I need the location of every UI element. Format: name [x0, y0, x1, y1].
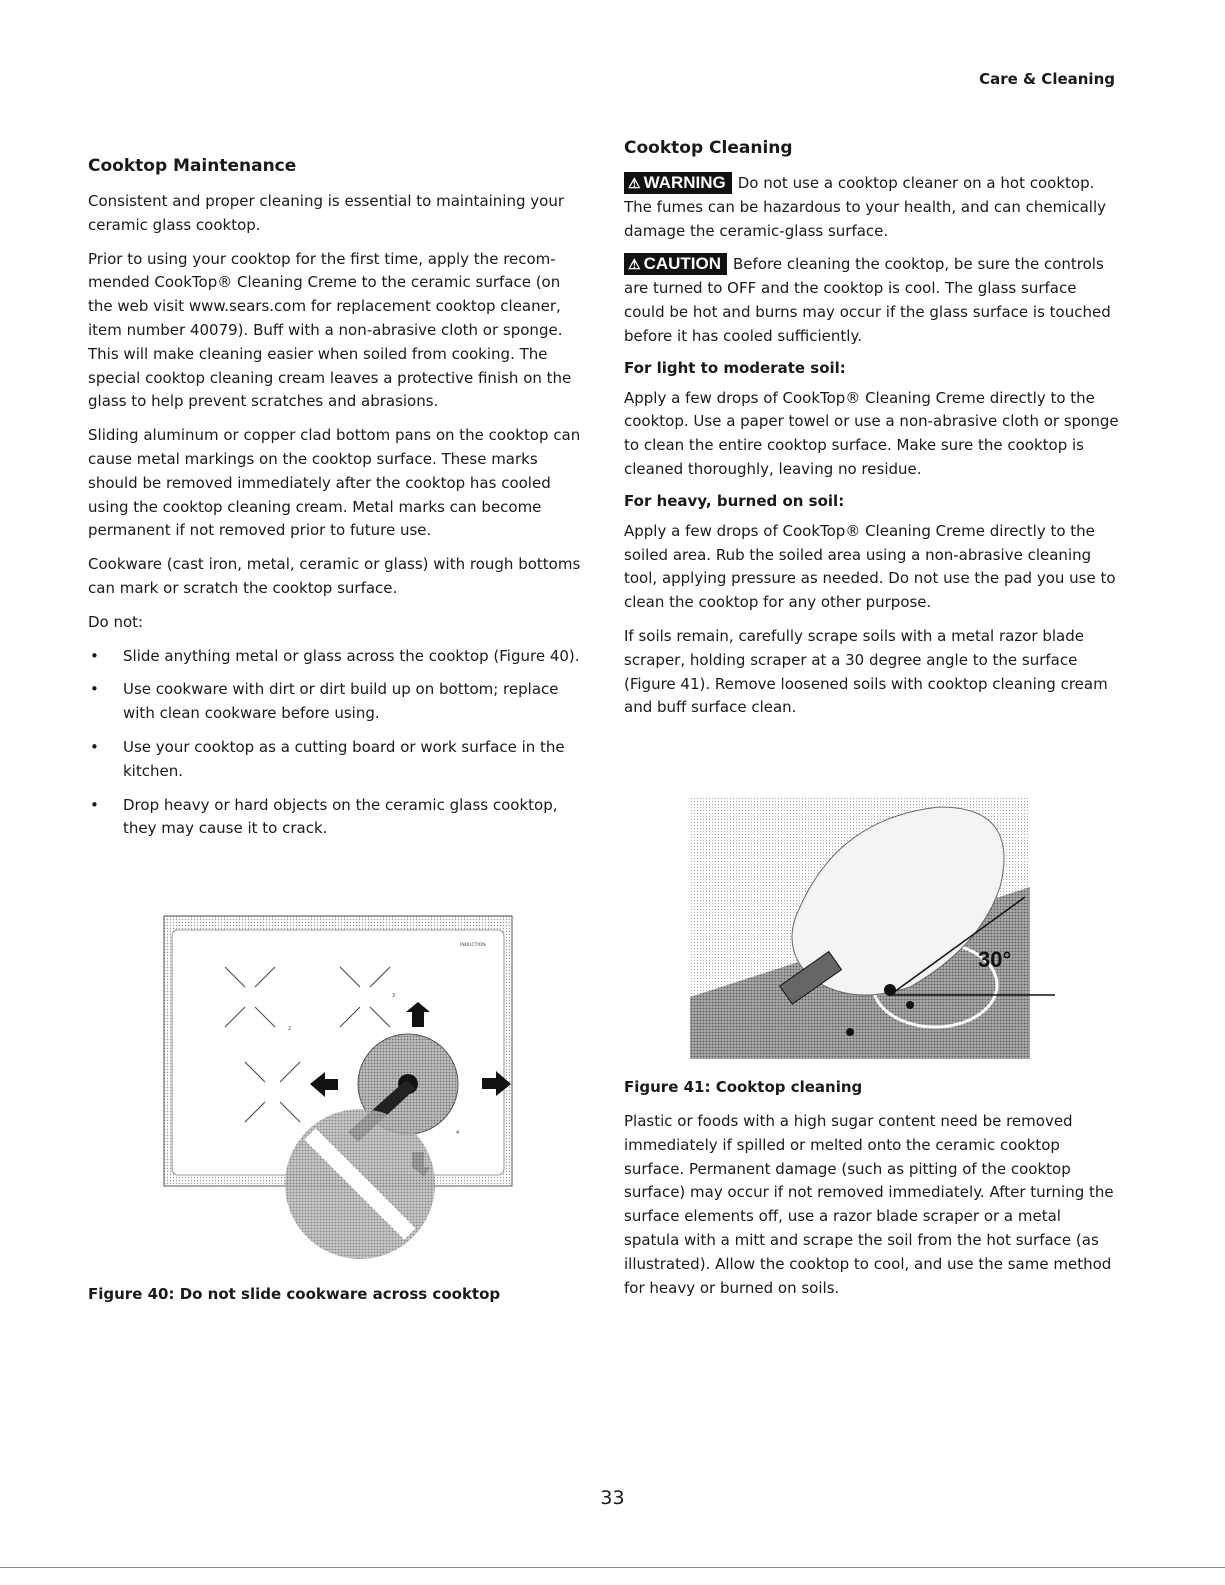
page-number: 33	[600, 1487, 625, 1509]
caution-paragraph: ⚠ CAUTION Before cleaning the cooktop, be sure the controls are turned to OFF and the cooktop is cool. The glass surface could be hot and burns may occur if the glass surface is touched before it has cooled sufficiently.	[624, 254, 1111, 345]
maintenance-paragraph-1: Consistent and proper cleaning is essential to maintaining your ceramic glass cooktop.	[88, 192, 565, 234]
induction-label: INDUCTION	[460, 943, 486, 948]
warning-triangle-icon: ⚠	[628, 175, 641, 191]
figure-41-illustration	[690, 797, 1060, 1062]
maintenance-paragraph-4: Cookware (cast iron, metal, ceramic or glass) with rough bottoms can mark or scratch the cooktop surface.	[88, 555, 581, 597]
right-column-bottom	[624, 1110, 1120, 1310]
caution-badge: ⚠ CAUTION	[624, 253, 727, 275]
right-column	[624, 138, 1120, 730]
zone-label: 2	[288, 1026, 292, 1032]
warning-badge: ⚠ WARNING	[624, 172, 732, 194]
heavy-soil-paragraph-1: Apply a few drops of CookTop® Cleaning Creme directly to the soiled area. Rub the soiled area using a non-abrasive cleaning tool, applying pressure as needed. Do not use the pad you use to clean the cooktop for any other purpose.	[624, 521, 1116, 612]
caution-triangle-icon: ⚠	[628, 256, 641, 273]
bullet-icon: •	[90, 737, 99, 756]
bullet-icon: •	[90, 680, 99, 699]
maintenance-paragraph-2: Prior to using your cooktop for the first time, apply the recom-mended CookTop® Cleaning Creme to the ceramic surface (on the web visit www.sears.com for replacement cooktop cleaner, item number 40079). Buff with a non-abrasive cloth or sponge. This will make cleaning easier when soiled from cooking. The special cooktop cleaning cream leaves a protective finish on the glass to help prevent scratches and abrasions.	[88, 249, 572, 411]
list-item: • Drop heavy or hard objects on the ceramic glass cooktop, they may cause it to crack.	[90, 795, 558, 838]
light-soil-paragraph: Apply a few drops of CookTop® Cleaning Creme directly to the cooktop. Use a paper towel or use a non-abrasive cloth or sponge to clean the entire cooktop surface. Make sure the cooktop is cleaned thoroughly, leaving no residue.	[624, 388, 1119, 478]
zone-label: 4	[456, 1130, 460, 1136]
plastic-foods-paragraph: Plastic or foods with a high sugar content need be removed immediately if spilled or melted onto the ceramic cooktop surface. Permanent damage (such as pitting of the cooktop surface) may occur if not removed immediately. After turning the surface elements off, use a razor blade scraper or a metal spatula with a mitt and scrape the soil from the hot surface (as illustrated). Allow the cooktop to cool, and use the same method for heavy or burned on soils.	[624, 1112, 1114, 1297]
do-not-label: Do not:	[88, 612, 144, 631]
figure-40-illustration	[160, 912, 516, 1272]
section-header: Care & Cleaning	[979, 70, 1115, 88]
angle-label: 30°	[978, 947, 1012, 972]
figure-41-caption: Figure 41: Cooktop cleaning	[624, 1078, 863, 1096]
heavy-soil-paragraph-2: If soils remain, carefully scrape soils with a metal razor blade scraper, holding scraper at a 30 degree angle to the surface (Figure 41). Remove loosened soils with cooktop cleaning cream and buff surface clean.	[624, 626, 1108, 717]
bullet-icon: •	[90, 795, 99, 814]
list-item: • Use cookware with dirt or dirt build up on bottom; replace with clean cookware before using.	[90, 680, 559, 723]
do-not-list	[88, 645, 583, 842]
heavy-soil-heading: For heavy, burned on soil:	[624, 491, 845, 510]
maintenance-title: Cooktop Maintenance	[88, 156, 297, 176]
left-column	[88, 156, 583, 851]
bottom-rule	[0, 1567, 1225, 1568]
bullet-icon: •	[90, 646, 99, 665]
light-soil-heading: For light to moderate soil:	[624, 358, 846, 377]
figure-40-caption: Figure 40: Do not slide cookware across cooktop	[88, 1285, 501, 1303]
list-item: • Use your cooktop as a cutting board or work surface in the kitchen.	[90, 737, 565, 780]
cleaning-title: Cooktop Cleaning	[624, 138, 793, 158]
warning-paragraph: ⚠ WARNING Do not use a cooktop cleaner on a hot cooktop. The fumes can be hazardous to your health, and can chemically damage the ceramic-glass surface.	[624, 173, 1107, 240]
list-item: • Slide anything metal or glass across the cooktop (Figure 40).	[88, 645, 583, 669]
zone-label: 3	[392, 993, 396, 999]
maintenance-paragraph-3: Sliding aluminum or copper clad bottom pans on the cooktop can cause metal markings on the cooktop surface. These marks should be removed immediately after the cooktop has cooled using the cooktop cleaning cream. Metal marks can become permanent if not removed prior to future use.	[88, 426, 581, 540]
